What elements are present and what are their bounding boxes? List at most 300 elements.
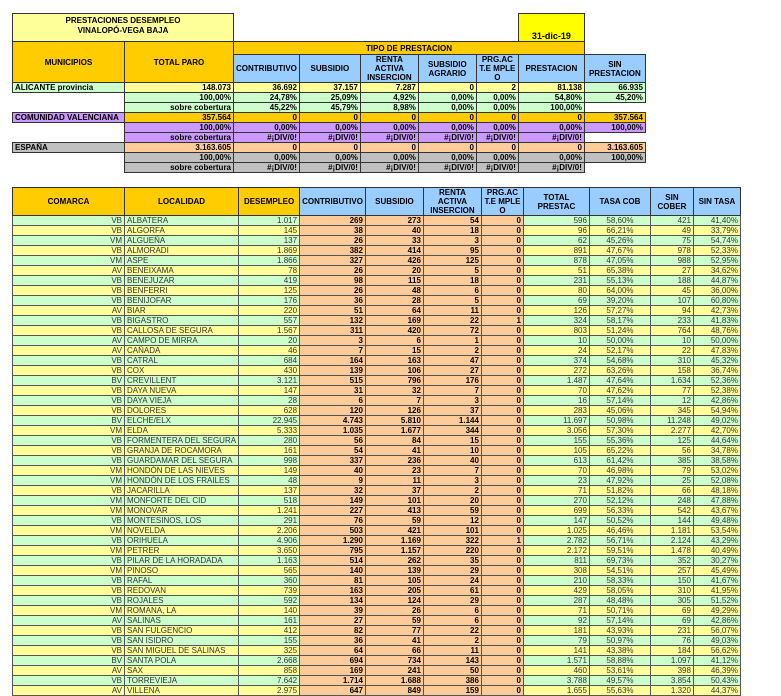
cell-sin-cober: 352 [650, 556, 693, 566]
cell-prg-act-empleo: 0 [481, 466, 523, 476]
cell-comarca: AV [13, 686, 125, 696]
cell-desempleo: 161 [239, 446, 300, 456]
cell-sin-cober: 12 [650, 396, 693, 406]
cell-contributivo: 140 [300, 566, 366, 576]
cell-contributivo: 327 [300, 256, 366, 266]
cell-subsidio: 41 [365, 446, 423, 456]
cell-subsidio: 15 [365, 346, 423, 356]
cell-tasa-cob: 55,13% [589, 276, 650, 286]
cell-renta-activa: 143 [423, 656, 481, 666]
cell-desempleo: 125 [239, 286, 300, 296]
cell-contributivo: 795 [300, 546, 366, 556]
cell-sin-tasa: 41,67% [693, 576, 740, 586]
cell-prg-act-empleo: 0 [481, 276, 523, 286]
cell-comarca: VB [13, 276, 125, 286]
cell-sin-tasa: 45,32% [693, 356, 740, 366]
cell-desempleo: 176 [239, 296, 300, 306]
cell-tasa-cob: 55,63% [589, 686, 650, 696]
cell-comarca: VB [13, 626, 125, 636]
cell-sin-cober: 188 [650, 276, 693, 286]
summary-value: 0 [418, 113, 476, 123]
cell-comarca: VM [13, 256, 125, 266]
cell-total-prestac: 324 [523, 316, 589, 326]
cell-sin-cober: 150 [650, 576, 693, 586]
cell-contributivo: 36 [300, 296, 366, 306]
cell-comarca: VB [13, 576, 125, 586]
cell-comarca: VB [13, 596, 125, 606]
header-subsidio: SUBSIDIO [299, 55, 360, 83]
cell-tasa-cob: 61,42% [589, 456, 650, 466]
cell-comarca: VB [13, 586, 125, 596]
header-tasa-cob: TASA COB [589, 188, 650, 216]
cell-renta-activa: 59 [423, 506, 481, 516]
cell-total-prestac: 270 [523, 496, 589, 506]
cell-localidad: SAN FULGENCIO [125, 626, 239, 636]
summary-label: COMUNIDAD VALENCIANA [13, 113, 125, 123]
cell-comarca: VB [13, 486, 125, 496]
report-title [13, 14, 234, 42]
cell-renta-activa: 1.144 [423, 416, 481, 426]
cell-contributivo: 64 [300, 646, 366, 656]
cell-renta-activa: 40 [423, 456, 481, 466]
cell-comarca: VM [13, 546, 125, 556]
cell-localidad: RAFAL [125, 576, 239, 586]
cell-renta-activa: 322 [423, 536, 481, 546]
cell-sin-cober: 345 [650, 406, 693, 416]
cell-contributivo: 227 [300, 506, 366, 516]
cell-desempleo: 1.866 [239, 256, 300, 266]
cell-localidad: BENFERRI [125, 286, 239, 296]
cell-subsidio: 273 [365, 216, 423, 226]
cell-localidad: GUARDAMAR DEL SEGURA [125, 456, 239, 466]
summary-value: 37.157 [299, 83, 360, 93]
table-row [13, 336, 741, 346]
cell-total-prestac: 3.056 [523, 426, 589, 436]
cell-desempleo: 592 [239, 596, 300, 606]
summary-value: 0 [518, 113, 584, 123]
cell-localidad: NOVELDA [125, 526, 239, 536]
summary-pct: 0,00% [299, 123, 360, 133]
cell-subsidio: 33 [365, 236, 423, 246]
cell-comarca: VB [13, 436, 125, 446]
cell-renta-activa: 2 [423, 346, 481, 356]
cell-total-prestac: 70 [523, 466, 589, 476]
summary-pct-row-alicante [13, 93, 646, 103]
cell-tasa-cob: 57,27% [589, 306, 650, 316]
cell-localidad: ALGORFA [125, 226, 239, 236]
cell-sin-tasa: 43,67% [693, 506, 740, 516]
cell-sin-tasa: 42,86% [693, 616, 740, 626]
summary-value: 0 [476, 143, 518, 153]
header-sin-prestacion: SIN PRESTACION [584, 55, 645, 83]
table-row [13, 446, 741, 456]
cell-renta-activa: 35 [423, 556, 481, 566]
cell-prg-act-empleo: 0 [481, 526, 523, 536]
cell-contributivo: 1.035 [300, 426, 366, 436]
cell-prg-act-empleo: 0 [481, 386, 523, 396]
cell-contributivo: 163 [300, 586, 366, 596]
summary-pct: 54,80% [518, 93, 584, 103]
cell-total-prestac: 70 [523, 386, 589, 396]
cell-tasa-cob: 51,24% [589, 326, 650, 336]
cell-sin-cober: 310 [650, 356, 693, 366]
summary-pct: 0,00% [476, 123, 518, 133]
cell-desempleo: 684 [239, 356, 300, 366]
cell-sin-cober: 1.181 [650, 526, 693, 536]
cell-localidad: MONTESINOS, LOS [125, 516, 239, 526]
cell-renta-activa: 12 [423, 516, 481, 526]
cell-localidad: HONDÓN DE LOS FRAILES [125, 476, 239, 486]
table-row [13, 376, 741, 386]
summary-pct: 0,00% [360, 153, 418, 163]
cell-prg-act-empleo: 0 [481, 336, 523, 346]
cell-comarca: VM [13, 506, 125, 516]
cell-desempleo: 3.121 [239, 376, 300, 386]
cell-prg-act-empleo: 0 [481, 346, 523, 356]
cell-subsidio: 139 [365, 566, 423, 576]
summary-label: ESPAÑA [13, 143, 125, 153]
cell-contributivo: 54 [300, 446, 366, 456]
summary-cob: 8,98% [360, 103, 418, 113]
summary-pct: 100,00% [584, 123, 645, 133]
table-row [13, 236, 741, 246]
cell-subsidio: 414 [365, 246, 423, 256]
cell-renta-activa: 220 [423, 546, 481, 556]
table-row [13, 566, 741, 576]
cell-sin-tasa: 41,95% [693, 586, 740, 596]
table-row [13, 466, 741, 476]
summary-pct: 100,00% [125, 93, 234, 103]
cell-total-prestac: 126 [523, 306, 589, 316]
cell-sin-tasa: 49,02% [693, 416, 740, 426]
cell-comarca: VB [13, 556, 125, 566]
cell-prg-act-empleo: 0 [481, 666, 523, 676]
cell-prg-act-empleo: 0 [481, 306, 523, 316]
cell-subsidio: 26 [365, 606, 423, 616]
cell-total-prestac: 231 [523, 276, 589, 286]
cell-contributivo: 647 [300, 686, 366, 696]
cell-desempleo: 360 [239, 576, 300, 586]
cell-desempleo: 155 [239, 636, 300, 646]
cell-localidad: VILLENA [125, 686, 239, 696]
cell-renta-activa: 61 [423, 586, 481, 596]
cell-subsidio: 77 [365, 626, 423, 636]
table-row [13, 436, 741, 446]
table-row [13, 606, 741, 616]
cell-localidad: FORMENTERA DEL SEGURA [125, 436, 239, 446]
cell-tasa-cob: 59,51% [589, 546, 650, 556]
table-row [13, 316, 741, 326]
cell-sin-cober: 1.320 [650, 686, 693, 696]
cell-subsidio: 105 [365, 576, 423, 586]
cell-localidad: DAYA VIEJA [125, 396, 239, 406]
cell-renta-activa: 50 [423, 666, 481, 676]
cell-localidad: CAÑADA [125, 346, 239, 356]
cell-renta-activa: 22 [423, 316, 481, 326]
summary-cob: #¡DIV/0! [234, 163, 300, 173]
summary-cob: #¡DIV/0! [299, 163, 360, 173]
cell-desempleo: 28 [239, 396, 300, 406]
cell-desempleo: 145 [239, 226, 300, 236]
summary-pct: 0,00% [299, 153, 360, 163]
cell-comarca: VB [13, 296, 125, 306]
cell-prg-act-empleo: 0 [481, 476, 523, 486]
header-municipios: MUNICIPIOS [13, 42, 125, 83]
summary-value: 36.692 [234, 83, 300, 93]
cell-contributivo: 139 [300, 366, 366, 376]
cell-contributivo: 120 [300, 406, 366, 416]
summary-cob-row-alicante [13, 103, 646, 113]
cell-tasa-cob: 58,33% [589, 576, 650, 586]
cell-renta-activa: 18 [423, 226, 481, 236]
cell-localidad: JACARILLA [125, 486, 239, 496]
summary-cob-row-comunidad [13, 133, 646, 143]
header-tipo-prestacion: TIPO DE PRESTACION [234, 42, 585, 55]
cell-subsidio: 106 [365, 366, 423, 376]
table-row [13, 536, 741, 546]
summary-pct: 0,00% [518, 153, 584, 163]
summary-value: 148.073 [125, 83, 234, 93]
summary-row-alicante [13, 83, 646, 93]
cell-localidad: CREVILLENT [125, 376, 239, 386]
cell-localidad: PINOSO [125, 566, 239, 576]
cell-sin-tasa: 60,80% [693, 296, 740, 306]
cell-desempleo: 291 [239, 516, 300, 526]
cell-prg-act-empleo: 0 [481, 556, 523, 566]
cell-tasa-cob: 50,71% [589, 606, 650, 616]
cell-total-prestac: 181 [523, 626, 589, 636]
header-total-paro: TOTAL PARO [125, 42, 234, 83]
table-row [13, 246, 741, 256]
cell-renta-activa: 6 [423, 286, 481, 296]
summary-value: 3.163.605 [125, 143, 234, 153]
cell-contributivo: 1.714 [300, 676, 366, 686]
cell-total-prestac: 803 [523, 326, 589, 336]
cell-prg-act-empleo: 0 [481, 226, 523, 236]
cell-localidad: ROJALES [125, 596, 239, 606]
cell-total-prestac: 80 [523, 286, 589, 296]
cell-comarca: VB [13, 356, 125, 366]
cell-comarca: VB [13, 366, 125, 376]
table-row [13, 326, 741, 336]
cell-total-prestac: 374 [523, 356, 589, 366]
summary-cob-row-espana [13, 163, 646, 173]
cell-renta-activa: 10 [423, 446, 481, 456]
cell-renta-activa: 2 [423, 636, 481, 646]
cell-prg-act-empleo: 0 [481, 606, 523, 616]
cell-localidad: BENIJOFAR [125, 296, 239, 306]
summary-pct: 100,00% [584, 153, 645, 163]
cell-comarca: VB [13, 636, 125, 646]
cell-total-prestac: 1.487 [523, 376, 589, 386]
summary-pct: 4,92% [360, 93, 418, 103]
cell-subsidio: 115 [365, 276, 423, 286]
cell-desempleo: 325 [239, 646, 300, 656]
cell-contributivo: 51 [300, 306, 366, 316]
cell-desempleo: 412 [239, 626, 300, 636]
cell-sin-tasa: 43,29% [693, 536, 740, 546]
cell-renta-activa: 27 [423, 366, 481, 376]
summary-value: 357.564 [125, 113, 234, 123]
cell-renta-activa: 22 [423, 626, 481, 636]
cell-desempleo: 739 [239, 586, 300, 596]
table-row [13, 396, 741, 406]
table-row [13, 216, 741, 226]
cell-subsidio: 1.169 [365, 536, 423, 546]
cell-total-prestac: 147 [523, 516, 589, 526]
cell-total-prestac: 141 [523, 646, 589, 656]
cell-sin-tasa: 53,54% [693, 526, 740, 536]
cell-localidad: MONOVAR [125, 506, 239, 516]
cell-tasa-cob: 64,00% [589, 286, 650, 296]
table-row [13, 576, 741, 586]
summary-pct: 24,78% [234, 93, 300, 103]
cell-desempleo: 78 [239, 266, 300, 276]
cell-sin-cober: 45 [650, 286, 693, 296]
summary-value: 0 [360, 143, 418, 153]
report-title-line2: VINALOPÓ-VEGA BAJA [77, 26, 169, 35]
cell-contributivo: 694 [300, 656, 366, 666]
cell-sin-tasa: 41,40% [693, 216, 740, 226]
cell-contributivo: 27 [300, 616, 366, 626]
summary-value: 3.163.605 [584, 143, 645, 153]
cell-tasa-cob: 66,21% [589, 226, 650, 236]
table-row [13, 496, 741, 506]
table-row [13, 226, 741, 236]
summary-pct: 0,00% [234, 123, 300, 133]
cell-contributivo: 56 [300, 436, 366, 446]
table-row [13, 626, 741, 636]
cell-comarca: AV [13, 666, 125, 676]
cell-sin-cober: 978 [650, 246, 693, 256]
table-row [13, 506, 741, 516]
header-localidad: LOCALIDAD [125, 188, 239, 216]
cell-comarca: AV [13, 306, 125, 316]
cell-renta-activa: 1 [423, 336, 481, 346]
summary-cob: #¡DIV/0! [360, 163, 418, 173]
summary-value: 0 [418, 83, 476, 93]
cell-tasa-cob: 39,20% [589, 296, 650, 306]
cell-sin-cober: 184 [650, 646, 693, 656]
cell-comarca: AV [13, 336, 125, 346]
cell-tasa-cob: 56,71% [589, 536, 650, 546]
cell-sin-tasa: 38,58% [693, 456, 740, 466]
cell-localidad: BENEIXAMA [125, 266, 239, 276]
cell-localidad: GRANJA DE ROCAMORA [125, 446, 239, 456]
cell-desempleo: 565 [239, 566, 300, 576]
cell-prg-act-empleo: 0 [481, 266, 523, 276]
cell-prg-act-empleo: 0 [481, 506, 523, 516]
cell-localidad: PILAR DE LA HORADADA [125, 556, 239, 566]
cell-renta-activa: 18 [423, 276, 481, 286]
header-renta-activa: RENTA ACTIVA INSERCION [360, 55, 418, 83]
cell-comarca: VB [13, 406, 125, 416]
cell-subsidio: 1.688 [365, 676, 423, 686]
summary-cob-label: sobre cobertura [125, 163, 234, 173]
cell-prg-act-empleo: 0 [481, 426, 523, 436]
cell-prg-act-empleo: 0 [481, 496, 523, 506]
cell-sin-cober: 77 [650, 386, 693, 396]
cell-localidad: TORREVIEJA [125, 676, 239, 686]
cell-localidad: DOLORES [125, 406, 239, 416]
cell-localidad: SAN ISIDRO [125, 636, 239, 646]
summary-cob: #¡DIV/0! [234, 133, 300, 143]
cell-contributivo: 503 [300, 526, 366, 536]
cell-desempleo: 140 [239, 606, 300, 616]
cell-localidad: BIAR [125, 306, 239, 316]
table-row [13, 266, 741, 276]
cell-tasa-cob: 45,06% [589, 406, 650, 416]
cell-total-prestac: 79 [523, 636, 589, 646]
cell-prg-act-empleo: 0 [481, 546, 523, 556]
cell-localidad: ORIHUELA [125, 536, 239, 546]
cell-tasa-cob: 52,17% [589, 346, 650, 356]
cell-sin-cober: 56 [650, 446, 693, 456]
table-row [13, 366, 741, 376]
cell-total-prestac: 891 [523, 246, 589, 256]
summary-value: 0 [234, 143, 300, 153]
cell-subsidio: 20 [365, 266, 423, 276]
table-row [13, 486, 741, 496]
cell-subsidio: 64 [365, 306, 423, 316]
cell-comarca: VM [13, 606, 125, 616]
cell-comarca: VB [13, 516, 125, 526]
cell-contributivo: 81 [300, 576, 366, 586]
cell-localidad: CALLOSA DE SEGURA [125, 326, 239, 336]
cell-desempleo: 628 [239, 406, 300, 416]
cell-prg-act-empleo: 0 [481, 576, 523, 586]
cell-sin-tasa: 45,49% [693, 566, 740, 576]
cell-prg-act-empleo: 0 [481, 286, 523, 296]
cell-subsidio: 169 [365, 316, 423, 326]
cell-localidad: ALBATERA [125, 216, 239, 226]
cell-sin-tasa: 56,62% [693, 646, 740, 656]
table-row [13, 636, 741, 646]
cell-tasa-cob: 65,38% [589, 266, 650, 276]
cell-desempleo: 147 [239, 386, 300, 396]
cell-sin-cober: 1.097 [650, 656, 693, 666]
cell-renta-activa: 15 [423, 436, 481, 446]
cell-tasa-cob: 46,46% [589, 526, 650, 536]
cell-total-prestac: 51 [523, 266, 589, 276]
cell-total-prestac: 69 [523, 296, 589, 306]
cell-renta-activa: 95 [423, 246, 481, 256]
cell-subsidio: 32 [365, 386, 423, 396]
header-sin-cober: SIN COBER [650, 188, 693, 216]
cell-localidad: SAX [125, 666, 239, 676]
cell-sin-tasa: 36,74% [693, 366, 740, 376]
summary-value: 2 [476, 83, 518, 93]
header-prg-act-empleo: PRG.ACT.E MPLEO [481, 188, 523, 216]
cell-renta-activa: 37 [423, 406, 481, 416]
cell-sin-cober: 27 [650, 266, 693, 276]
summary-cob: #¡DIV/0! [476, 163, 518, 173]
cell-desempleo: 1.163 [239, 556, 300, 566]
cell-contributivo: 98 [300, 276, 366, 286]
cell-contributivo: 514 [300, 556, 366, 566]
table-row [13, 276, 741, 286]
summary-pct: 0,00% [518, 123, 584, 133]
cell-total-prestac: 3.788 [523, 676, 589, 686]
cell-subsidio: 40 [365, 226, 423, 236]
cell-contributivo: 164 [300, 356, 366, 366]
cell-sin-cober: 248 [650, 496, 693, 506]
cell-contributivo: 1.290 [300, 536, 366, 546]
cell-localidad: SANTA POLA [125, 656, 239, 666]
cell-localidad: REDOVAN [125, 586, 239, 596]
cell-comarca: AV [13, 266, 125, 276]
cell-subsidio: 28 [365, 296, 423, 306]
